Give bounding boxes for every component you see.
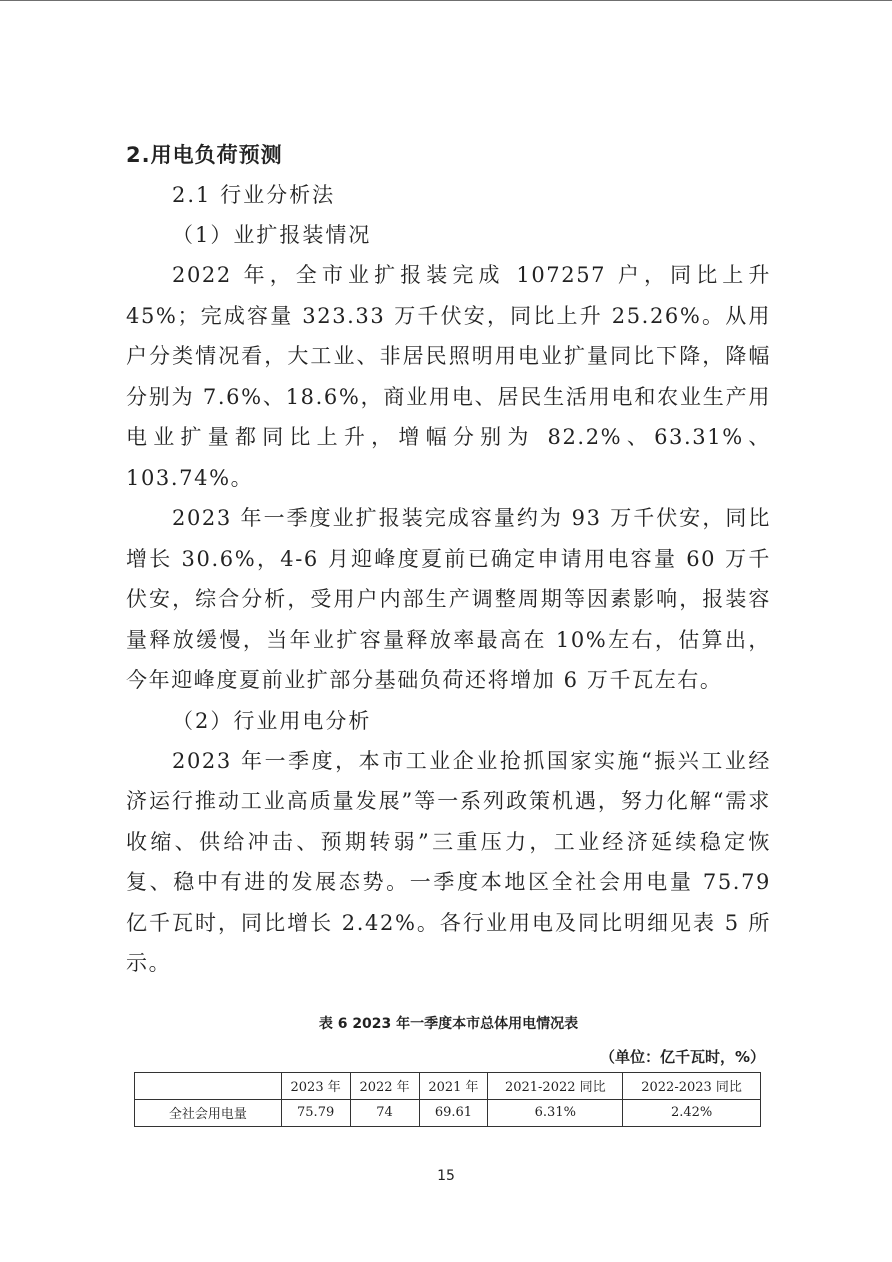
section-heading: 2.用电负荷预测 — [126, 143, 283, 167]
table-header-row — [135, 1072, 761, 1099]
table-header-cell: 2022-2023 同比 — [623, 1072, 761, 1099]
table-header-cell: 2021-2022 同比 — [488, 1072, 623, 1099]
table-cell: 74 — [350, 1099, 419, 1126]
part2-title: （2）行业用电分析 — [172, 708, 372, 733]
part1-paragraph-2: 2023 年一季度业扩报装完成容量约为 93 万千伏安，同比增长 30.6%，4-6 月迎峰度夏前已确定申请用电容量 60 万千伏安，综合分析，受用户内部生产调整周期等因素影响，报装容量释放缓慢，当年业扩容量释放率最高在 10%左右，估算出，今年迎峰度夏前业扩部分基础负荷还将增加 6 万千瓦左右。 — [126, 506, 771, 692]
table-cell: 2.42% — [623, 1099, 761, 1126]
table-caption: 表 6 2023 年一季度本市总体用电情况表 — [318, 1015, 579, 1032]
electricity-table — [134, 1072, 761, 1127]
page-number: 15 — [437, 1168, 455, 1184]
table-header-cell: 2023 年 — [281, 1072, 350, 1099]
part1-title: （1）业扩报装情况 — [172, 223, 372, 247]
table-cell: 69.61 — [419, 1099, 488, 1126]
part2-paragraph-1: 2023 年一季度，本市工业企业抢抓国家实施“振兴工业经济运行推动工业高质量发展”等一系列政策机遇，努力化解“需求收缩、供给冲击、预期转弱”三重压力，工业经济延续稳定恢复、稳中有进的发展态势。一季度本地区全社会用电量 75.79 亿千瓦时，同比增长 2.42%。各行业用电及同比明细见表 5 所示。 — [126, 748, 771, 975]
table-unit: （单位：亿千瓦时，%） — [599, 1047, 765, 1066]
table-cell: 75.79 — [281, 1099, 350, 1126]
table-header-cell: 2021 年 — [419, 1072, 488, 1099]
table-header-cell — [135, 1072, 282, 1099]
table-header-cell: 2022 年 — [350, 1072, 419, 1099]
subsection-heading: 2.1 行业分析法 — [172, 183, 336, 207]
document-body — [126, 135, 771, 1127]
top-border-line — [0, 0, 892, 1]
table-row — [135, 1099, 761, 1126]
table-cell: 全社会用电量 — [135, 1099, 282, 1126]
part1-paragraph-1: 2022 年，全市业扩报装完成 107257 户，同比上升 45%；完成容量 323.33 万千伏安，同比上升 25.26%。从用户分类情况看，大工业、非居民照明用电业扩量同比下降，降幅分别为 7.6%、18.6%，商业用电、居民生活用电和农业生产用电业扩量都同比上升，增幅分别为 82.2%、63.31%、103.74%。 — [126, 263, 771, 490]
table-cell: 6.31% — [488, 1099, 623, 1126]
